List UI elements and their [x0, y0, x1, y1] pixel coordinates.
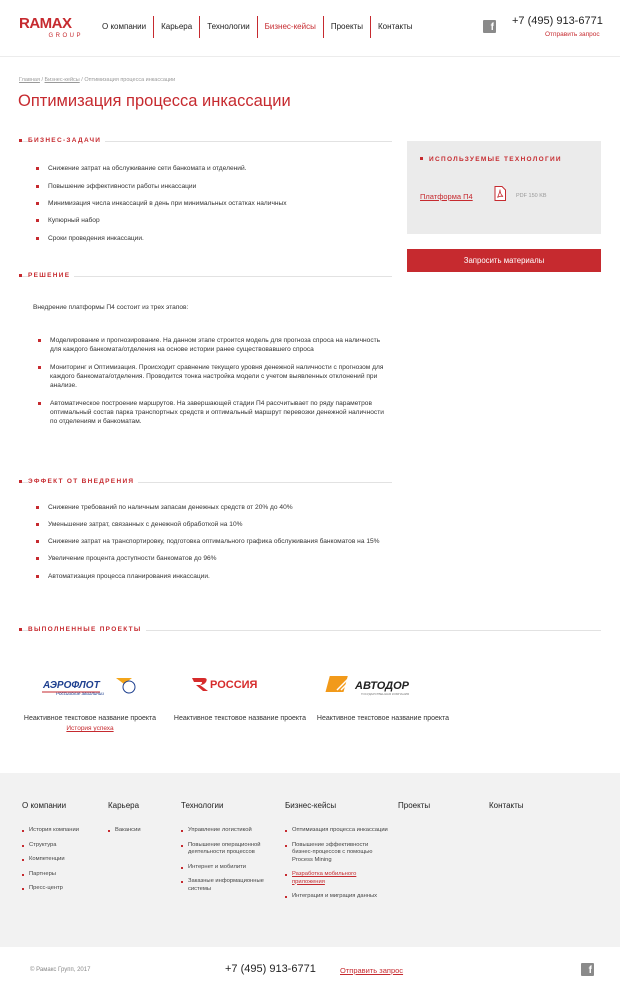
- list-item: Снижение затрат на транспортировку, подготовка оптимального графика обслуживания банкоматов на 15%: [36, 537, 386, 546]
- list-item: Повышение эффективности работы инкассации: [36, 182, 386, 191]
- footer-link[interactable]: Структура: [22, 842, 92, 850]
- request-materials-button[interactable]: Запросить материалы: [407, 249, 601, 272]
- svg-text:АВТОДОР: АВТОДОР: [355, 680, 410, 692]
- project-card-aeroflot[interactable]: [20, 664, 160, 732]
- footer-phone[interactable]: +7 (495) 913-6771: [225, 963, 316, 975]
- solution-heading: [19, 272, 392, 280]
- list-item: Увеличение процента доступности банкоматов до 96%: [36, 554, 386, 563]
- footer-link[interactable]: Интернет и мобилити: [181, 864, 276, 872]
- projects-heading-text: ВЫПОЛНЕННЫЕ ПРОЕКТЫ: [28, 626, 146, 634]
- russia-logo: [170, 664, 310, 704]
- footer-title-projects[interactable]: Проекты: [398, 801, 431, 810]
- footer-link[interactable]: Компетенции: [22, 856, 92, 864]
- header-phone[interactable]: +7 (495) 913-6771: [512, 15, 603, 27]
- site-footer: [0, 773, 620, 947]
- list-item: Уменьшение затрат, связанных с денежной обработкой на 10%: [36, 520, 386, 529]
- footer-link[interactable]: Оптимизация процесса инкассации: [285, 827, 390, 835]
- footer-link[interactable]: Интеграция и миграция данных: [285, 893, 390, 901]
- svg-text:Российские авиалинии: Российские авиалинии: [56, 691, 104, 696]
- technologies-panel: [407, 141, 601, 234]
- effect-list: [36, 503, 386, 581]
- footer-title-cases[interactable]: Бизнес-кейсы: [285, 801, 337, 810]
- footer-link-active[interactable]: Разработка мобильного приложения: [285, 871, 390, 886]
- nav-about[interactable]: О компании: [95, 16, 154, 38]
- project-card-avtodor[interactable]: [313, 664, 453, 723]
- list-item: Купюрный набор: [36, 216, 386, 225]
- solution-heading-text: РЕШЕНИЕ: [28, 272, 74, 280]
- footer-link[interactable]: Пресс-центр: [22, 885, 92, 893]
- footer-col-about: [22, 801, 92, 900]
- footer-title-career[interactable]: Карьера: [108, 801, 140, 810]
- logo-main-text: RAMAX: [19, 15, 72, 32]
- footer-link[interactable]: Повышение операционной деятельности процессов: [181, 842, 276, 857]
- svg-text:РОССИЯ: РОССИЯ: [210, 679, 258, 691]
- avtodor-logo: [313, 664, 453, 704]
- svg-text:АЭРОФЛОТ: АЭРОФЛОТ: [43, 680, 100, 691]
- platform-p4-link[interactable]: Платформа П4: [420, 192, 473, 201]
- solution-intro: Внедрение платформы П4 состоит из трех этапов:: [33, 304, 189, 311]
- site-header: [0, 0, 620, 57]
- copyright: © Рамакс Групп, 2017: [30, 967, 91, 973]
- page-title: Оптимизация процесса инкассации: [18, 92, 291, 110]
- footer-title-technologies[interactable]: Технологии: [181, 801, 224, 810]
- footer-request-link[interactable]: Отправить запрос: [340, 966, 404, 975]
- breadcrumb-home[interactable]: Главная: [19, 77, 40, 83]
- logo-sub-text: GROUP: [48, 33, 83, 39]
- facebook-icon[interactable]: f: [483, 20, 496, 33]
- list-item: Моделирование и прогнозирование. На данном этапе строится модель для прогноза спроса на наличность для каждого банкомата/отделения на основе истории ранее существовавшего спроса: [38, 336, 390, 354]
- breadcrumb: Главная / Бизнес-кейсы / Оптимизация процесса инкассации: [19, 77, 176, 83]
- nav-contacts[interactable]: Контакты: [377, 22, 413, 31]
- breadcrumb-current: Оптимизация процесса инкассации: [84, 77, 176, 83]
- business-tasks-heading-text: БИЗНЕС-ЗАДАЧИ: [28, 137, 105, 145]
- business-tasks-heading: [19, 137, 392, 145]
- footer-link[interactable]: Партнеры: [22, 871, 92, 879]
- aeroflot-logo: [20, 664, 160, 704]
- list-item: Мониторинг и Оптимизация. Происходит сравнение текущего уровня денежной наличности с прогнозом для каждого банкомата/отделения. Проводится тонка настройка модели с учетом выявленных отклонений при анализе.: [38, 363, 390, 390]
- technologies-heading: ИСПОЛЬЗУЕМЫЕ ТЕХНОЛОГИИ: [420, 156, 562, 163]
- effect-heading: [19, 478, 392, 486]
- footer-title-contacts[interactable]: Контакты: [489, 801, 524, 810]
- nav-technologies[interactable]: Технологии: [200, 16, 257, 38]
- nav-career[interactable]: Карьера: [154, 16, 200, 38]
- file-size: PDF 150 KB: [516, 193, 547, 199]
- footer-link[interactable]: Вакансии: [108, 827, 168, 835]
- projects-heading: [19, 626, 601, 634]
- footer-link[interactable]: История компании: [22, 827, 92, 835]
- footer-bottom-bar: [0, 947, 620, 991]
- main-nav: [95, 16, 420, 38]
- project-card-rzd[interactable]: [170, 664, 310, 723]
- footer-col-contacts: [489, 801, 549, 827]
- solution-list: [38, 336, 390, 426]
- nav-projects[interactable]: Проекты: [324, 16, 371, 38]
- header-request-link[interactable]: Отправить запрос: [545, 31, 600, 38]
- list-item: Снижение затрат на обслуживание сети банкомата и отделений.: [36, 164, 386, 173]
- footer-col-projects: [398, 801, 458, 827]
- project-name: Неактивное текстовое название проекта: [23, 715, 157, 722]
- success-story-link[interactable]: История успеха: [66, 725, 114, 732]
- project-name: Неактивное текстовое название проекта: [316, 715, 450, 722]
- nav-business-cases[interactable]: Бизнес-кейсы: [258, 16, 324, 38]
- footer-col-cases: [285, 801, 390, 908]
- footer-link[interactable]: Управление логистикой: [181, 827, 276, 835]
- footer-col-career: [108, 801, 168, 842]
- ramax-logo[interactable]: [19, 17, 83, 40]
- list-item: Минимизация числа инкассаций в день при минимальных остатках наличных: [36, 199, 386, 208]
- svg-text:ГОСУДАРСТВЕННАЯ КОМПАНИЯ: ГОСУДАРСТВЕННАЯ КОМПАНИЯ: [361, 692, 410, 696]
- effect-heading-text: ЭФФЕКТ ОТ ВНЕДРЕНИЯ: [28, 478, 138, 486]
- footer-title-about[interactable]: О компании: [22, 801, 67, 810]
- breadcrumb-cases[interactable]: Бизнес-кейсы: [44, 77, 80, 83]
- list-item: Автоматическое построение маршрутов. На завершающей стадии П4 рассчитывает по ряду параметров оптимальный состав парка транспортных средств и оптимальный маршрут перевозки денежной наличности по отделениям и банкоматам.: [38, 399, 390, 426]
- facebook-icon[interactable]: f: [581, 963, 594, 976]
- footer-link[interactable]: Заказные информационные системы: [181, 878, 276, 893]
- list-item: Снижение требований по наличным запасам денежных средств от 20% до 40%: [36, 503, 386, 512]
- footer-link[interactable]: Повышение эффективности бизнес-процессов с помощью Process Mining: [285, 842, 390, 865]
- business-tasks-list: [36, 164, 386, 243]
- footer-col-technologies: [181, 801, 276, 900]
- list-item: Сроки проведения инкассации.: [36, 234, 386, 243]
- list-item: Автоматизация процесса планирования инкассации.: [36, 572, 386, 581]
- project-name: Неактивное текстовое название проекта: [173, 715, 307, 722]
- pdf-icon[interactable]: [494, 186, 506, 201]
